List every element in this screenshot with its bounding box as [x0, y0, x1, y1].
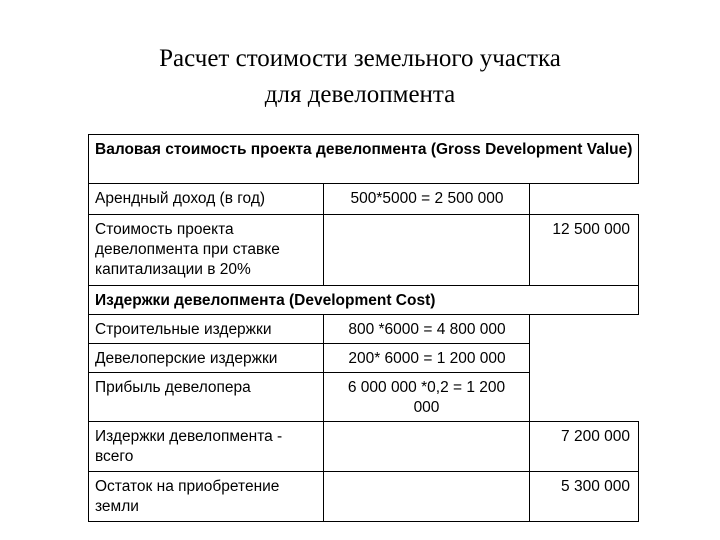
page-title-line-1: Расчет стоимости земельного участка — [159, 45, 561, 72]
total-cost-value-cell: 7 200 000 — [529, 421, 639, 472]
gdv-header-cell: Валовая стоимость проекта девелопмента (Gross Development Value) — [88, 134, 639, 184]
residual-value-cell: 5 300 000 — [529, 471, 639, 522]
gdv-label-cell: Стоимость проекта девелопмента при ставке капитализации в 20% — [88, 214, 324, 286]
cost-header-cell: Издержки девелопмента (Development Cost) — [88, 285, 639, 315]
developer-calc-cell: 200* 6000 = 1 200 000 — [323, 343, 530, 373]
page-title-line-2: для девелопмента — [264, 81, 456, 108]
gdv-value-cell: 12 500 000 — [529, 214, 639, 286]
residual-empty-cell — [323, 471, 530, 522]
profit-calc-cell: 6 000 000 *0,2 = 1 200 000 — [323, 372, 530, 422]
developer-label-cell: Девелоперские издержки — [88, 343, 324, 373]
total-cost-label-cell: Издержки девелопмента - всего — [88, 421, 324, 472]
profit-label-cell: Прибыль девелопера — [88, 372, 324, 422]
construction-label-cell: Строительные издержки — [88, 314, 324, 344]
construction-calc-cell: 800 *6000 = 4 800 000 — [323, 314, 530, 344]
gdv-empty-cell — [323, 214, 530, 286]
rent-calc-cell: 500*5000 = 2 500 000 — [323, 183, 530, 215]
rent-label-cell: Арендный доход (в год) — [88, 183, 324, 215]
residual-label-cell: Остаток на приобретение земли — [88, 471, 324, 522]
total-cost-empty-cell — [323, 421, 530, 472]
